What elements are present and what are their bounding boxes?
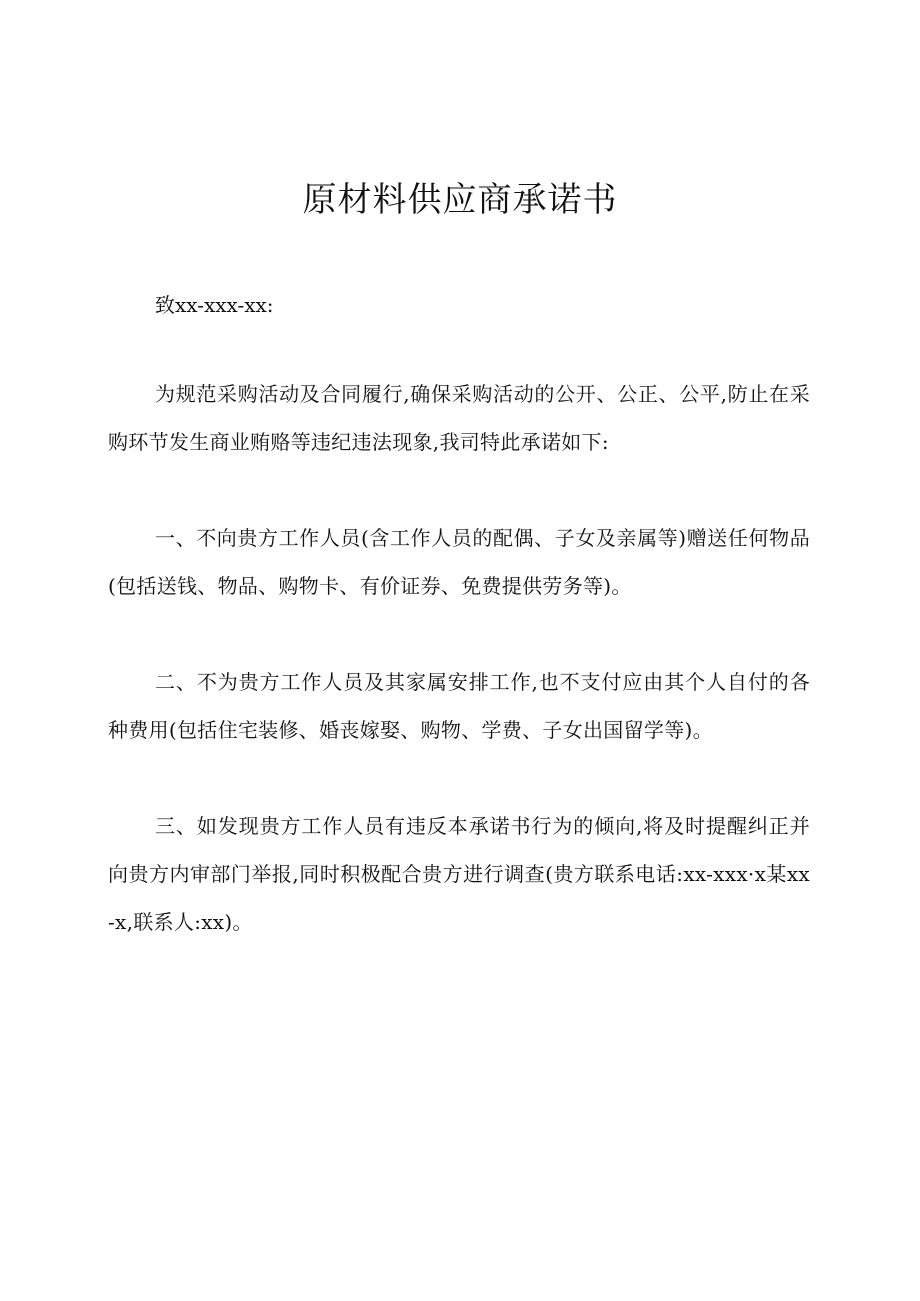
- document-title: 原材料供应商承诺书: [302, 180, 618, 220]
- salutation: 致xx-xxx-xx:: [155, 293, 274, 317]
- paragraph-commitment-one: 一、不向贵方工作人员(含工作人员的配偶、子女及亲属等)赠送任何物品(包括送钱、物品、购物卡、有价证券、免费提供劳务等)。: [108, 526, 810, 598]
- paragraph-intro: 为规范采购活动及合同履行,确保采购活动的公开、公正、公平,防止在采购环节发生商业贿赂等违纪违法现象,我司特此承诺如下:: [108, 382, 810, 454]
- paragraph-commitment-three: 三、如发现贵方工作人员有违反本承诺书行为的倾向,将及时提醒纠正并向贵方内审部门举报,同时积极配合贵方进行调查(贵方联系电话:xx-xxx·x某xx-x,联系人:xx)。: [108, 814, 810, 934]
- paragraph-commitment-two: 二、不为贵方工作人员及其家属安排工作,也不支付应由其个人自付的各种费用(包括住宅装修、婚丧嫁娶、购物、学费、子女出国留学等)。: [108, 670, 810, 742]
